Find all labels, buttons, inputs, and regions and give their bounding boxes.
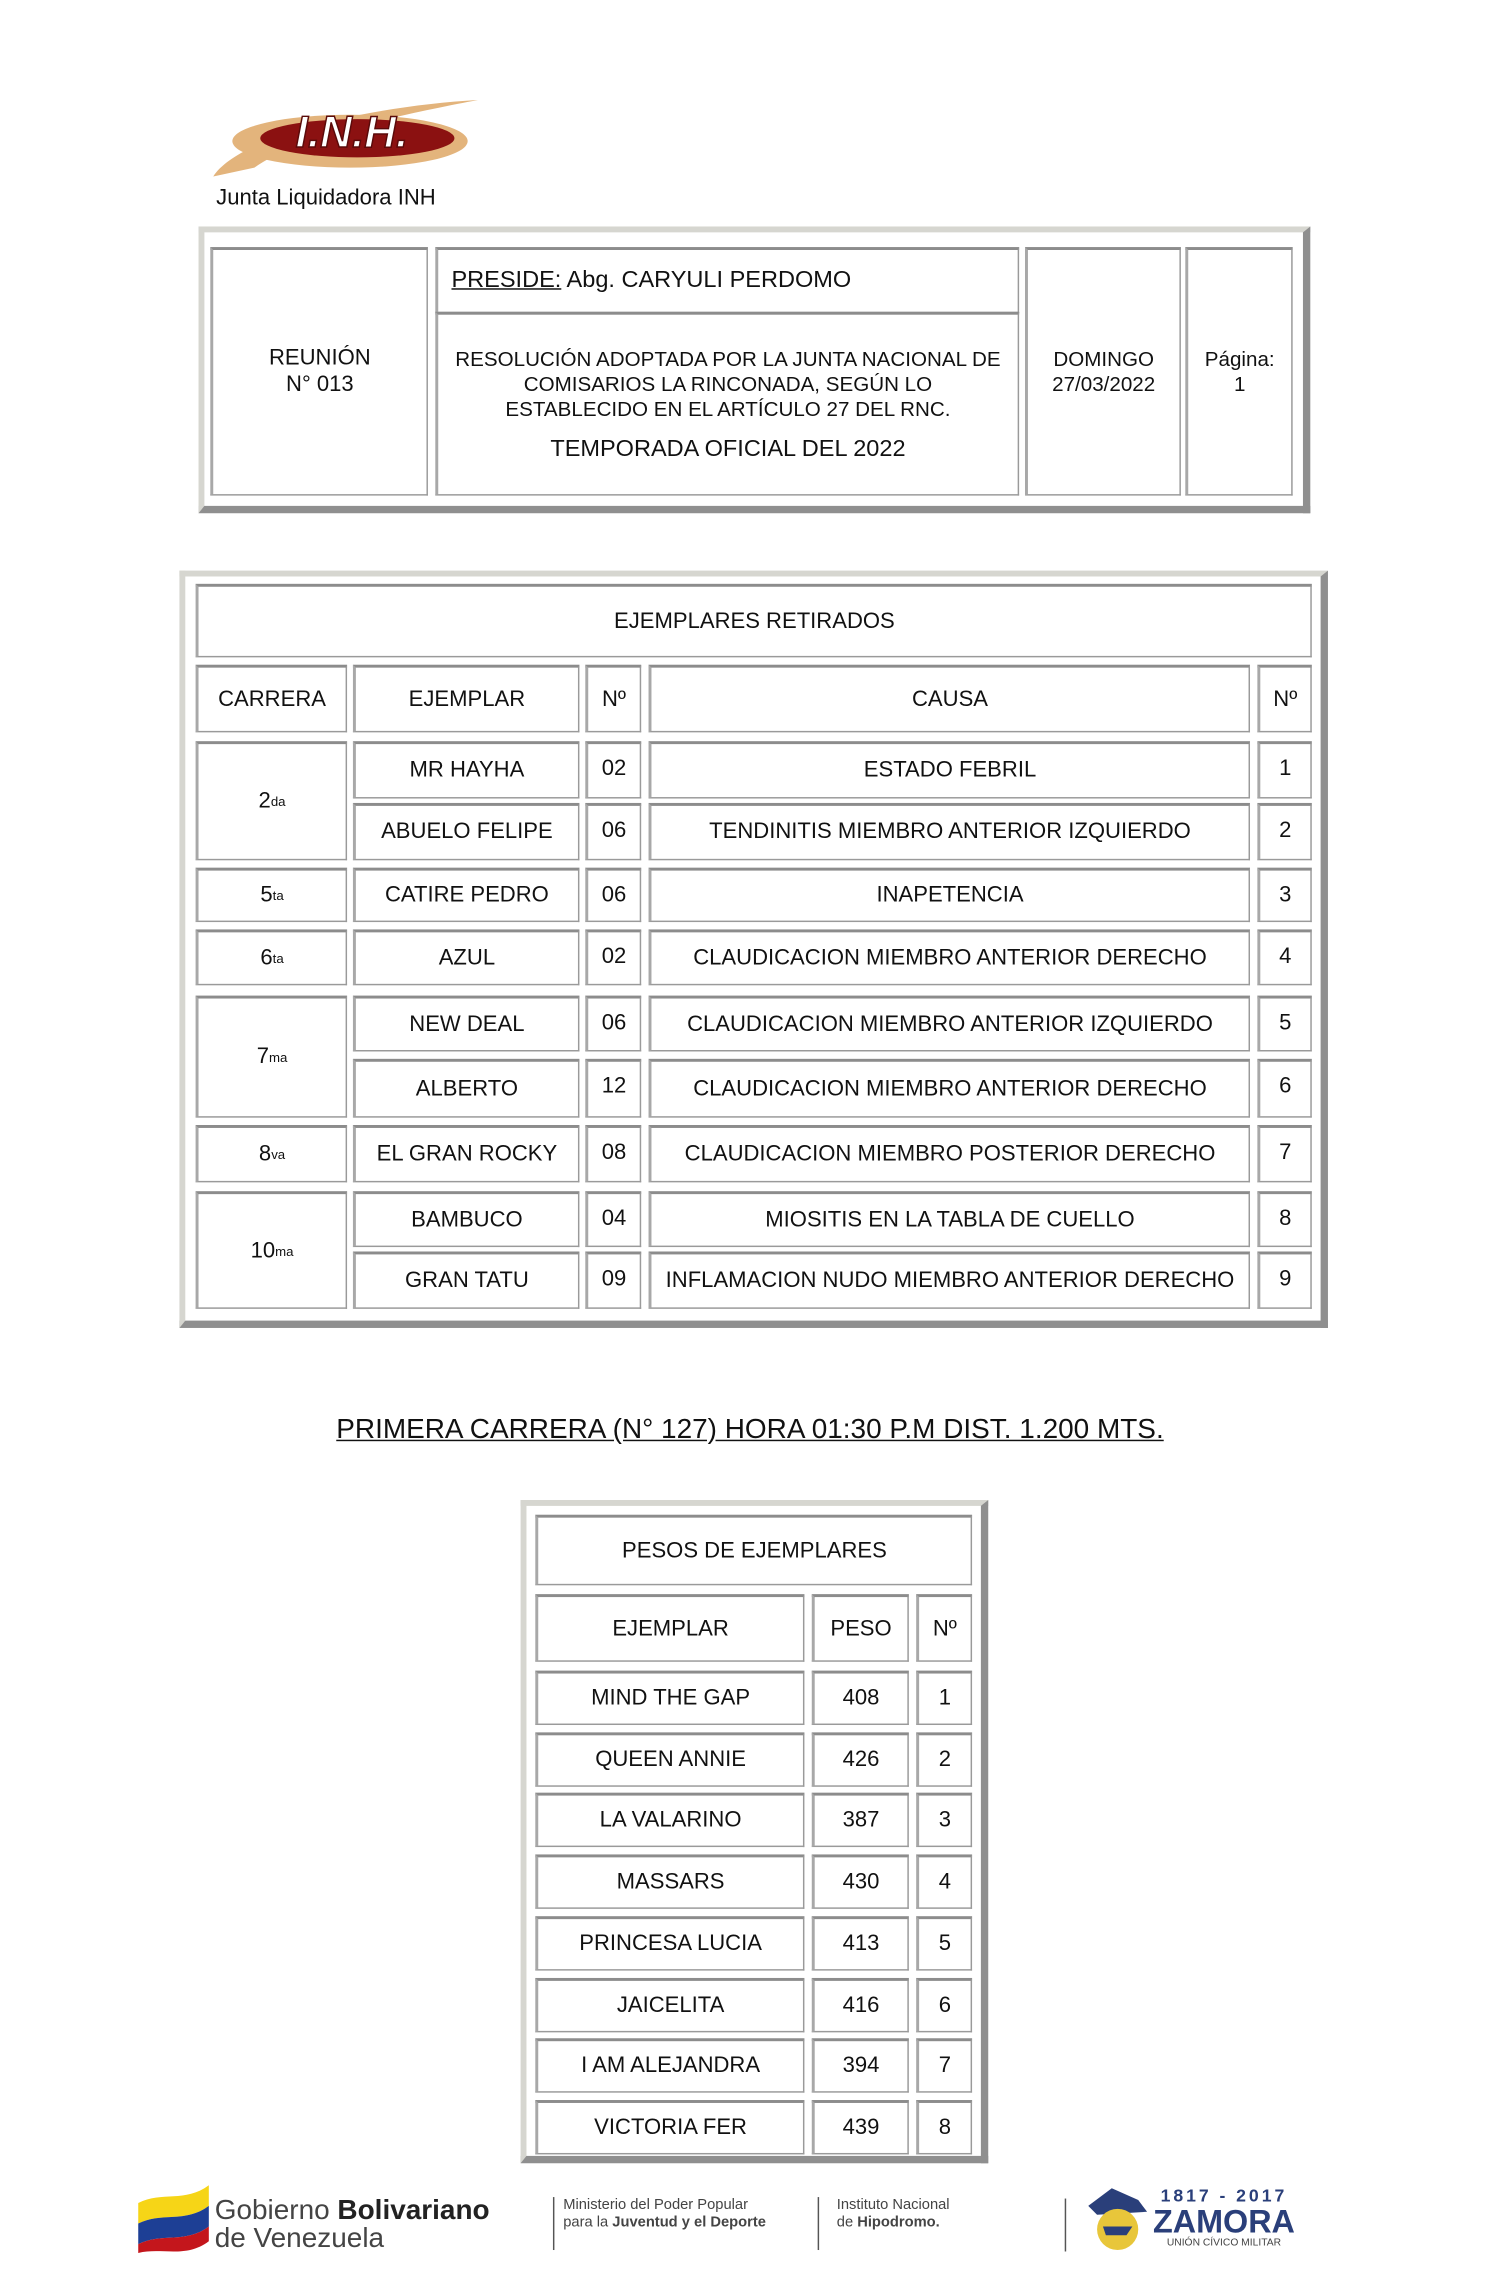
peso-value-cell xyxy=(812,1732,909,1786)
footer-divider xyxy=(1065,2199,1066,2252)
peso-ejemplar-cell-text: JAICELITA xyxy=(616,1991,725,2017)
causa-cell-text: TENDINITIS MIEMBRO ANTERIOR IZQUIERDO xyxy=(709,819,1191,845)
header-col-numero xyxy=(585,665,641,733)
carrera-number: 10 xyxy=(250,1237,276,1263)
causa-cell xyxy=(649,1125,1250,1182)
orden-cell-text: 5 xyxy=(1279,1010,1292,1036)
ejemplar-cell-text: BAMBUCO xyxy=(411,1206,523,1232)
pesos-header-col-numero xyxy=(916,1594,972,1662)
peso-numero-cell-text: 5 xyxy=(938,1930,951,1956)
causa-cell xyxy=(649,996,1250,1052)
carrera-number: 7 xyxy=(256,1044,269,1070)
retirados-title xyxy=(196,584,1312,658)
retirados-title-text: EJEMPLARES RETIRADOS xyxy=(614,608,895,634)
peso-ejemplar-cell xyxy=(535,1671,804,1725)
orden-cell xyxy=(1257,1059,1311,1118)
peso-numero-cell xyxy=(916,1793,972,1847)
header-col-numero-text: Nº xyxy=(601,686,626,712)
causa-cell xyxy=(649,741,1250,798)
peso-value-cell-text: 439 xyxy=(842,2114,880,2140)
causa-cell xyxy=(649,803,1250,860)
resolucion-cell xyxy=(435,312,1019,496)
preside-cell xyxy=(435,247,1019,313)
orden-cell xyxy=(1257,996,1311,1052)
causa-cell-text: MIOSITIS EN LA TABLA DE CUELLO xyxy=(765,1206,1135,1232)
orden-cell xyxy=(1257,1125,1311,1182)
ejemplar-cell xyxy=(353,996,579,1052)
zamora-logo-text xyxy=(1153,2187,1295,2250)
resolucion-text: RESOLUCIÓN ADOPTADA POR LA JUNTA NACIONAL DE COMISARIOS LA RINCONADA, SEGÚN LO ESTABLECIDO EN EL ARTÍCULO 27 DEL RNC. xyxy=(455,346,1001,420)
orden-cell xyxy=(1257,868,1311,922)
causa-cell-text: CLAUDICACION MIEMBRO POSTERIOR DERECHO xyxy=(684,1141,1216,1167)
min-line2b: Juventud y el Deporte xyxy=(612,2214,766,2231)
peso-numero-cell-text: 2 xyxy=(938,1746,951,1772)
carrera-number: 6 xyxy=(260,944,273,970)
peso-numero-cell-text: 4 xyxy=(938,1869,951,1895)
carrera-cell: 10 ma xyxy=(196,1191,347,1309)
pesos-header-col-peso-text: PESO xyxy=(830,1615,892,1641)
peso-ejemplar-cell xyxy=(535,1855,804,1909)
orden-cell xyxy=(1257,929,1311,985)
orden-cell xyxy=(1257,803,1311,860)
orden-cell xyxy=(1257,1251,1311,1308)
page-number: 1 xyxy=(1233,372,1246,396)
peso-numero-cell-text: 1 xyxy=(938,1685,951,1711)
peso-ejemplar-cell xyxy=(535,1977,804,2031)
min-line1: Ministerio del Poder Popular xyxy=(563,2197,748,2214)
numero-cell xyxy=(585,1125,641,1182)
peso-numero-cell-text: 6 xyxy=(938,1991,951,2017)
peso-numero-cell-text: 7 xyxy=(938,2053,951,2079)
ejemplar-cell-text: AZUL xyxy=(438,944,496,970)
orden-cell xyxy=(1257,1191,1311,1247)
date-value: 27/03/2022 xyxy=(1052,372,1156,396)
gob-line2: de Venezuela xyxy=(214,2223,385,2255)
ejemplar-cell-text: MR HAYHA xyxy=(409,757,525,783)
temporada-text: TEMPORADA OFICIAL DEL 2022 xyxy=(550,436,906,462)
ejemplar-cell-text: ABUELO FELIPE xyxy=(381,819,553,845)
peso-ejemplar-cell-text: QUEEN ANNIE xyxy=(595,1746,746,1772)
zamora-years: 1817 - 2017 xyxy=(1160,2185,1288,2206)
inst-line2a: de xyxy=(836,2214,858,2231)
ejemplar-cell xyxy=(353,1251,579,1308)
carrera-number: 8 xyxy=(258,1141,272,1167)
orden-cell-text: 4 xyxy=(1279,944,1292,970)
ejemplar-cell xyxy=(353,1125,579,1182)
numero-cell xyxy=(585,1251,641,1308)
peso-value-cell xyxy=(812,1916,909,1970)
numero-cell xyxy=(585,741,641,798)
preside-label: PRESIDE: xyxy=(451,267,562,293)
orden-cell-text: 7 xyxy=(1279,1139,1292,1165)
ejemplar-cell-text: ALBERTO xyxy=(415,1075,518,1101)
numero-cell xyxy=(585,868,641,922)
inh-logo xyxy=(210,91,482,182)
gob-line1-bold: Bolivariano xyxy=(337,2195,490,2227)
ejemplar-cell xyxy=(353,741,579,798)
peso-value-cell-text: 387 xyxy=(842,1807,880,1833)
peso-ejemplar-cell-text: MIND THE GAP xyxy=(591,1685,751,1711)
ejemplar-cell-text: EL GRAN ROCKY xyxy=(376,1141,558,1167)
carrera-cell: 7 ma xyxy=(196,996,347,1118)
date-cell xyxy=(1025,247,1181,496)
preside-name: Abg. CARYULI PERDOMO xyxy=(561,267,852,293)
peso-numero-cell xyxy=(916,1916,972,1970)
numero-cell-text: 04 xyxy=(601,1205,627,1231)
orden-cell-text: 6 xyxy=(1279,1073,1292,1099)
carrera-cell: 5 ta xyxy=(196,868,347,922)
numero-cell xyxy=(585,803,641,860)
causa-cell xyxy=(649,1059,1250,1118)
reunion-label: REUNIÓN xyxy=(268,345,371,371)
orden-cell-text: 9 xyxy=(1279,1266,1292,1292)
peso-value-cell xyxy=(812,1793,909,1847)
numero-cell-text: 08 xyxy=(601,1139,627,1165)
numero-cell-text: 02 xyxy=(601,755,627,781)
numero-cell-text: 06 xyxy=(601,817,627,843)
peso-numero-cell-text: 3 xyxy=(938,1807,951,1833)
carrera-cell: 2 da xyxy=(196,741,347,860)
peso-value-cell-text: 416 xyxy=(842,1991,880,2017)
peso-value-cell-text: 408 xyxy=(842,1685,880,1711)
header-col-carrera-text: CARRERA xyxy=(218,686,326,712)
peso-value-cell xyxy=(812,1977,909,2031)
svg-text:I.N.H.: I.N.H. xyxy=(295,108,409,158)
numero-cell xyxy=(585,1059,641,1118)
header-col-causa xyxy=(649,665,1250,733)
page-cell xyxy=(1185,247,1292,496)
peso-ejemplar-cell xyxy=(535,1793,804,1847)
race-heading: PRIMERA CARRERA (N° 127) HORA 01:30 P.M DIST. 1.200 MTS. xyxy=(336,1414,1164,1446)
ejemplar-cell-text: CATIRE PEDRO xyxy=(384,882,549,908)
header-col-carrera xyxy=(196,665,347,733)
ejemplar-cell-text: GRAN TATU xyxy=(405,1267,529,1293)
ejemplar-cell xyxy=(353,868,579,922)
header-col-causa-text: CAUSA xyxy=(912,686,989,712)
day-label: DOMINGO xyxy=(1053,347,1155,371)
peso-value-cell xyxy=(812,2039,909,2093)
ministerio-text xyxy=(553,2197,766,2250)
pesos-header-col-peso xyxy=(812,1594,909,1662)
inst-line2b: Hipodromo. xyxy=(857,2214,940,2231)
ejemplar-cell xyxy=(353,1059,579,1118)
peso-ejemplar-cell xyxy=(535,2100,804,2154)
ejemplar-cell-text: NEW DEAL xyxy=(409,1011,525,1037)
peso-numero-cell xyxy=(916,2039,972,2093)
peso-value-cell-text: 426 xyxy=(842,1746,880,1772)
page-label: Página: xyxy=(1204,347,1275,371)
causa-cell xyxy=(649,868,1250,922)
numero-cell-text: 09 xyxy=(601,1266,627,1292)
peso-ejemplar-cell-text: VICTORIA FER xyxy=(594,2114,747,2140)
numero-cell xyxy=(585,929,641,985)
venezuela-flag-icon xyxy=(135,2182,211,2253)
carrera-number: 2 xyxy=(258,788,271,814)
peso-numero-cell-text: 8 xyxy=(938,2114,951,2140)
carrera-cell: 6 ta xyxy=(196,929,347,985)
peso-value-cell-text: 394 xyxy=(842,2053,880,2079)
ejemplar-cell xyxy=(353,1191,579,1247)
pesos-header-col-ejemplar xyxy=(535,1594,804,1662)
peso-numero-cell xyxy=(916,1671,972,1725)
peso-value-cell xyxy=(812,2100,909,2154)
orden-cell-text: 1 xyxy=(1279,755,1292,781)
peso-ejemplar-cell-text: LA VALARINO xyxy=(599,1807,742,1833)
peso-value-cell-text: 430 xyxy=(842,1869,880,1895)
orden-cell-text: 2 xyxy=(1279,817,1292,843)
causa-cell xyxy=(649,929,1250,985)
causa-cell xyxy=(649,1191,1250,1247)
peso-value-cell xyxy=(812,1855,909,1909)
peso-numero-cell xyxy=(916,1977,972,2031)
orden-cell-text: 8 xyxy=(1279,1205,1292,1231)
header-col-orden-text: Nº xyxy=(1273,686,1298,712)
peso-numero-cell xyxy=(916,1732,972,1786)
causa-cell-text: CLAUDICACION MIEMBRO ANTERIOR IZQUIERDO xyxy=(687,1011,1213,1037)
reunion-number: N° 013 xyxy=(286,372,354,398)
pesos-header-col-ejemplar-text: EJEMPLAR xyxy=(612,1615,729,1641)
peso-ejemplar-cell xyxy=(535,1916,804,1970)
min-line2a: para la xyxy=(563,2214,613,2231)
peso-ejemplar-cell-text: PRINCESA LUCIA xyxy=(579,1930,762,1956)
ejemplar-cell xyxy=(353,929,579,985)
header-col-ejemplar xyxy=(353,665,579,733)
numero-cell-text: 02 xyxy=(601,944,627,970)
numero-cell xyxy=(585,1191,641,1247)
carrera-number: 5 xyxy=(260,882,273,908)
numero-cell-text: 12 xyxy=(601,1073,627,1099)
reunion-cell xyxy=(210,247,428,496)
zamora-subtitle: UNIÓN CÍVICO MILITAR xyxy=(1166,2238,1282,2249)
logo-caption: Junta Liquidadora INH xyxy=(216,185,436,211)
causa-cell-text: INFLAMACION NUDO MIEMBRO ANTERIOR DERECHO xyxy=(665,1267,1235,1293)
instituto-text xyxy=(818,2197,950,2250)
causa-cell-text: CLAUDICACION MIEMBRO ANTERIOR DERECHO xyxy=(693,1075,1207,1101)
peso-ejemplar-cell xyxy=(535,1732,804,1786)
header-col-ejemplar-text: EJEMPLAR xyxy=(408,686,526,712)
carrera-cell: 8 va xyxy=(196,1125,347,1182)
zamora-title: ZAMORA xyxy=(1152,2202,1295,2240)
numero-cell xyxy=(585,996,641,1052)
pesos-title-text: PESOS DE EJEMPLARES xyxy=(622,1537,887,1563)
peso-ejemplar-cell-text: MASSARS xyxy=(616,1869,725,1895)
peso-value-cell xyxy=(812,1671,909,1725)
gobierno-logo-text xyxy=(215,2197,490,2253)
causa-cell-text: INAPETENCIA xyxy=(876,882,1024,908)
peso-ejemplar-cell xyxy=(535,2039,804,2093)
pesos-title xyxy=(535,1515,972,1586)
numero-cell-text: 06 xyxy=(601,882,627,908)
pesos-header-col-numero-text: Nº xyxy=(932,1615,957,1641)
orden-cell-text: 3 xyxy=(1279,882,1292,908)
numero-cell-text: 06 xyxy=(601,1010,627,1036)
gob-line1: Gobierno xyxy=(214,2195,338,2227)
header-col-orden xyxy=(1257,665,1311,733)
causa-cell xyxy=(649,1251,1250,1308)
peso-ejemplar-cell-text: I AM ALEJANDRA xyxy=(581,2053,761,2079)
peso-numero-cell xyxy=(916,1855,972,1909)
inst-line1: Instituto Nacional xyxy=(836,2197,950,2214)
inh-logo-icon xyxy=(210,91,482,182)
ejemplar-cell xyxy=(353,803,579,860)
causa-cell-text: CLAUDICACION MIEMBRO ANTERIOR DERECHO xyxy=(693,944,1207,970)
orden-cell xyxy=(1257,741,1311,798)
peso-value-cell-text: 413 xyxy=(842,1930,880,1956)
peso-numero-cell xyxy=(916,2100,972,2154)
zamora-portrait-icon xyxy=(1082,2185,1150,2256)
causa-cell-text: ESTADO FEBRIL xyxy=(863,757,1037,783)
